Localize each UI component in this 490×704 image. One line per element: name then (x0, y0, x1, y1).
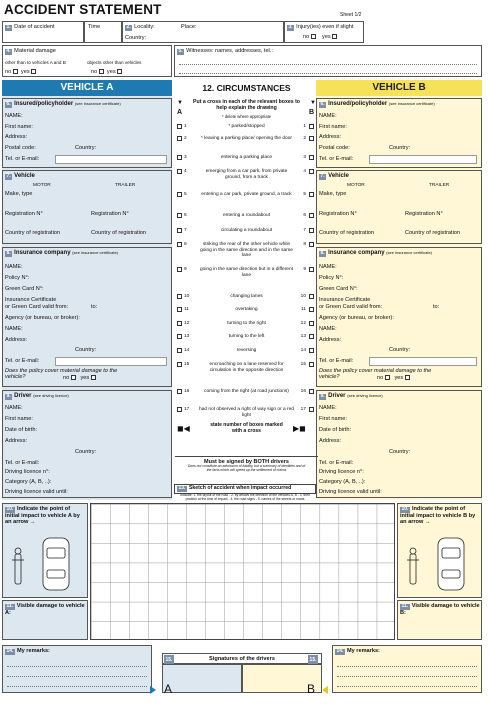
injuries-no-checkbox[interactable] (311, 34, 316, 39)
circumstance-a-checkbox[interactable] (177, 267, 182, 272)
circumstance-b-checkbox[interactable] (309, 267, 314, 272)
circumstance-row: 2 * leaving a parking place/ opening the door 2 (175, 136, 318, 150)
insurance-a-tel-input[interactable] (55, 357, 167, 366)
impact-b-section: 10. Indicate the point of initial impact to vehicle B by an arrow → (397, 503, 482, 598)
insurance-a-section: 8. Insurance company (see insurance certificate) NAME: Policy N°: Green Card N°: Insurance Certificate or Green Card valid from: to: Agency (or bureau, or broker): NAME: Address: Country: Tel. or E-mail: Does the policy cover material damage to the vehicle? no yes (2, 247, 172, 387)
driver-a-section: 9. Driver (see driving licence) NAME: First name: Date of birth: Address: Country: Tel. or E-mail: Driving licence n°: Category (A, B, ..): Driving licence valid until: (2, 390, 172, 498)
vehicle-b-header: VEHICLE B (316, 80, 482, 96)
damage-ab-yes-checkbox[interactable] (31, 69, 36, 74)
circumstance-a-checkbox[interactable] (177, 124, 182, 129)
circumstance-b-checkbox[interactable] (309, 136, 314, 141)
insurance-b-section: 8. Insurance company (see insurance certificate) NAME: Policy N°: Green Card N°: Insurance Certificate or Green Card valid from: to: Agency (or bureau, or broker): NAME: Address: Country: Tel. or E-mail: Does the policy cover material damage to the vehicle? no yes (316, 247, 482, 387)
signatures-header: 15. Signatures of the drivers 15. (162, 653, 322, 664)
circumstance-a-checkbox[interactable] (177, 389, 182, 394)
circumstance-a-checkbox[interactable] (177, 334, 182, 339)
circumstance-b-checkbox[interactable] (309, 321, 314, 326)
circumstance-row: 11 overtaking 11 (175, 307, 318, 317)
footer-a: A (164, 682, 173, 696)
circumstance-a-checkbox[interactable] (177, 228, 182, 233)
circumstance-row: 16 coming from the right (at road junctions) 16 (175, 389, 318, 403)
remarks-b[interactable]: 14. My remarks: (332, 645, 482, 693)
circumstance-a-checkbox[interactable] (177, 407, 182, 412)
injuries-yes-checkbox[interactable] (332, 34, 337, 39)
sketch-header: 13. Sketch of accident when impact occurred (174, 484, 316, 494)
circumstance-b-checkbox[interactable] (309, 389, 314, 394)
insured-a-section: 6. Insured/policyholder (see insurance certificate) NAME: First name: Address: Postal code: Country: Tel. or E-mail: (2, 98, 172, 168)
damage-objects-no-checkbox[interactable] (99, 69, 104, 74)
impact-a-section: 10. Indicate the point of initial impact to vehicle A by an arrow → (2, 503, 88, 598)
insurance-b-tel-input[interactable] (369, 357, 477, 366)
circumstance-row: 6 entering a roundabout 6 (175, 213, 318, 223)
circumstance-a-checkbox[interactable] (177, 242, 182, 247)
circumstance-row: 15 encroaching on a lane reserved for circulation in the opposite direction 15 (175, 362, 318, 384)
date-field[interactable]: 1. Date of accident (2, 21, 84, 43)
circumstance-row: 8 striking the rear of the other vehicle while going in the same direction and in the same lane 8 (175, 242, 318, 262)
circumstance-b-checkbox[interactable] (309, 362, 314, 367)
circumstance-row: 4 emerging from a car park, from private ground, from a track 4 (175, 169, 318, 187)
circumstance-a-checkbox[interactable] (177, 294, 182, 299)
material-damage-field[interactable]: 4. Material damage other than to vehicles A and B objects other than vehicles no yes no yes (2, 45, 172, 77)
circumstance-b-checkbox[interactable] (309, 155, 314, 160)
circumstance-b-checkbox[interactable] (309, 169, 314, 174)
circumstance-a-checkbox[interactable] (177, 155, 182, 160)
injuries-field[interactable]: 3. Injury(ies) even if slight no yes (284, 21, 364, 43)
circumstance-b-checkbox[interactable] (309, 407, 314, 412)
visible-damage-b[interactable]: 11. Visible damage to vehicle B: (397, 600, 482, 640)
insured-b-tel-input[interactable] (369, 155, 477, 164)
circumstance-b-checkbox[interactable] (309, 124, 314, 129)
cover-a-no-checkbox[interactable] (71, 375, 76, 380)
footer-b: B (307, 682, 316, 696)
circumstance-a-checkbox[interactable] (177, 136, 182, 141)
accident-statement-form: ACCIDENT STATEMENT Sheet 1/2 1. Date of accident Time 2. Locality: Place: Country: 3. Injury(ies) even if slight no yes 4. Material damage other than to vehicles A and B objects other than vehicles no yes no yes 5. Witnesses: names, addresses, tel.: VEHICLE A 12. CIRCUMSTANCES VEHICLE B 6. Insured/policyholder (see insurance certificate) NAME: First name: Address: Postal code: Country: Tel. or E-mail: 7. Vehicle MOTOR TRAILER Make, type Registration N° Registration N° Country of registration Country of registration 8. Insurance company (see insurance certificate) NAME: Policy N°: Green Card N°: Insurance Certificate or Green Card valid from: to: Agency (or bureau, or broker): NAME: Address: Country: Tel. or E-mail: Does the policy cover material damage to the vehicle? no yes 9. Driver (see driving licence) NAME: First name: Date of birth: Address: Country: Tel. or E-mail: Driving licence n°: Category (A, B, ..): Driving licence valid until: 6. Insured/policyholder (see insurance certificate) NAME: First name: Address: Postal code: Country: Tel. or E-mail: 7. Vehicle MOTOR TRAILER Make, type Registration N° Registration N° Country of registration Country of registration 8. Insurance company (see insurance certificate) NAME: Policy N°: Green Card N°: Insurance Certificate or Green Card valid from: to: Agency (or bureau, or broker): NAME: Address: Country: Tel. or E-mail: Does the policy cover material damage to the vehicle? no yes 9. Driver (see driving licence) NAME: First name: Date of birth: Address: Country: Tel. or E-mail: Driving licence n°: Category (A, B, ..): Driving licence valid until: ▼ A ▼ B Put a cross in each of the relevant boxes to help explain the drawing * delete where appropriate 1 * parked/stopped 1 2 * leaving a parking place/ opening the door 2 3 entering a parking place 3 4 emerging from a car park, from private ground, from a track 4 5 entering a car park, private ground, a track 5 6 entering a roundabout 6 7 circulating a roundabout 7 8 striking the rear of the other vehicle while going in the same direction and in the same lane 8 9 going in the same direction but in a different lane 9 10 changing lanes 10 11 overtaking 11 12 turning to the right 12 13 turning to the left 13 14 reversing 14 15 encroaching on a lane reserved for circulation in the opposite direction 15 16 coming from the right (at road junctions) 16 17 had not observed a right of way sign or a red light 17 ◼◀ ▶◼ state number of boxes marked with a cross Must be signed by BOTH drivers Does not constitute an admission of liability, but a summary of identities and of the facts which will speed up the settlement of claims 13. Sketch of accident when impact occurred Indicate: 1. the layout of the road - 2. by arrows the direction of the vehicles A, B - 3. their position at the time of impact - 4. the road signs - 5. names of the streets or roads 10. Indicate the point of initial impact to vehicle A by an arrow → 10. Indicate the point of initial impact to vehicle B by an arrow → 11. Visible damage to vehicle A: 11. Visible damage to vehicle B: 14. My remarks: 14. My remarks: 15. Signatures of the drivers 15. A B (0, 0, 490, 704)
damage-objects-yes-checkbox[interactable] (117, 69, 122, 74)
circumstance-row: 5 entering a car park, private ground, a track 5 (175, 192, 318, 208)
driver-b-section: 9. Driver (see driving licence) NAME: First name: Date of birth: Address: Country: Tel. or E-mail: Driving licence n°: Category (A, B, ..): Driving licence valid until: (316, 390, 482, 498)
damage-ab-no-checkbox[interactable] (13, 69, 18, 74)
circumstance-b-checkbox[interactable] (309, 242, 314, 247)
circumstance-row: 12 turning to the right 12 (175, 321, 318, 331)
time-field[interactable]: Time (84, 21, 122, 43)
circumstance-a-checkbox[interactable] (177, 169, 182, 174)
circumstance-b-checkbox[interactable] (309, 213, 314, 218)
circumstance-a-checkbox[interactable] (177, 213, 182, 218)
circumstance-a-checkbox[interactable] (177, 321, 182, 326)
circumstance-a-checkbox[interactable] (177, 307, 182, 312)
circumstance-row: 10 changing lanes 10 (175, 294, 318, 304)
circumstance-b-checkbox[interactable] (309, 294, 314, 299)
circumstances-panel: ▼ A ▼ B Put a cross in each of the relevant boxes to help explain the drawing * delete where appropriate 1 * parked/stopped 1 2 * leaving a parking place/ opening the door 2 3 entering a parking place 3 4 emerging from a car park, from private ground, from a track 4 5 entering a car park, private ground, a track 5 6 entering a roundabout 6 7 circulating a roundabout 7 8 striking the rear of the other vehicle while going in the same direction and in the same lane 8 9 going in the same direction but in a different lane 9 10 changing lanes 10 11 overtaking 11 12 turning to the right 12 13 turning to the left 13 14 reversing 14 15 encroaching on a lane reserved for circulation in the opposite direction 15 16 coming from the right (at road junctions) 16 17 had not observed a right of way sign or a red light 17 ◼◀ ▶◼ state number of boxes marked with a cross Must be signed by BOTH drivers Does not constitute an admission of liability, but a summary of identities and of the facts which will speed up the settlement of claims (175, 96, 318, 500)
sketch-grid[interactable] (90, 503, 395, 640)
cover-b-no-checkbox[interactable] (385, 375, 390, 380)
circumstance-b-checkbox[interactable] (309, 192, 314, 197)
insured-b-section: 6. Insured/policyholder (see insurance certificate) NAME: First name: Address: Postal code: Country: Tel. or E-mail: (316, 98, 482, 168)
vehicle-diagram-a[interactable] (7, 532, 85, 594)
circumstance-b-checkbox[interactable] (309, 348, 314, 353)
circumstance-a-checkbox[interactable] (177, 192, 182, 197)
vehicle-diagram-b[interactable] (402, 532, 480, 594)
circumstance-row: 3 entering a parking place 3 (175, 155, 318, 165)
circumstance-a-checkbox[interactable] (177, 362, 182, 367)
circumstance-a-checkbox[interactable] (177, 348, 182, 353)
cover-b-yes-checkbox[interactable] (405, 375, 410, 380)
circumstance-row: 14 reversing 14 (175, 348, 318, 358)
remarks-a[interactable]: 14. My remarks: (2, 645, 152, 693)
circumstance-row: 9 going in the same direction but in a different lane 9 (175, 267, 318, 283)
locality-field[interactable]: 2. Locality: Place: Country: (122, 21, 284, 43)
vehicle-b-section: 7. Vehicle MOTOR TRAILER Make, type Registration N° Registration N° Country of registration Country of registration (316, 170, 482, 244)
circumstance-row: 17 had not observed a right of way sign or a red light 17 (175, 407, 318, 423)
sheet-number: Sheet 1/2 (340, 12, 362, 18)
visible-damage-a[interactable]: 11. Visible damage to vehicle A: (2, 600, 88, 640)
circumstance-b-checkbox[interactable] (309, 228, 314, 233)
witnesses-field[interactable]: 5. Witnesses: names, addresses, tel.: (174, 45, 482, 77)
circumstance-row: 13 turning to the left 13 (175, 334, 318, 344)
form-title: ACCIDENT STATEMENT (4, 2, 162, 17)
vehicle-a-section: 7. Vehicle MOTOR TRAILER Make, type Registration N° Registration N° Country of registration Country of registration (2, 170, 172, 244)
circumstances-title: 12. CIRCUMSTANCES (202, 83, 291, 93)
vehicle-a-header: VEHICLE A (2, 80, 172, 96)
circumstance-row: 1 * parked/stopped 1 (175, 124, 318, 134)
circumstance-b-checkbox[interactable] (309, 307, 314, 312)
cover-a-yes-checkbox[interactable] (91, 375, 96, 380)
circumstance-b-checkbox[interactable] (309, 334, 314, 339)
signature-a[interactable] (162, 664, 242, 693)
insured-a-tel-input[interactable] (55, 155, 167, 164)
circumstance-row: 7 circulating a roundabout 7 (175, 228, 318, 238)
